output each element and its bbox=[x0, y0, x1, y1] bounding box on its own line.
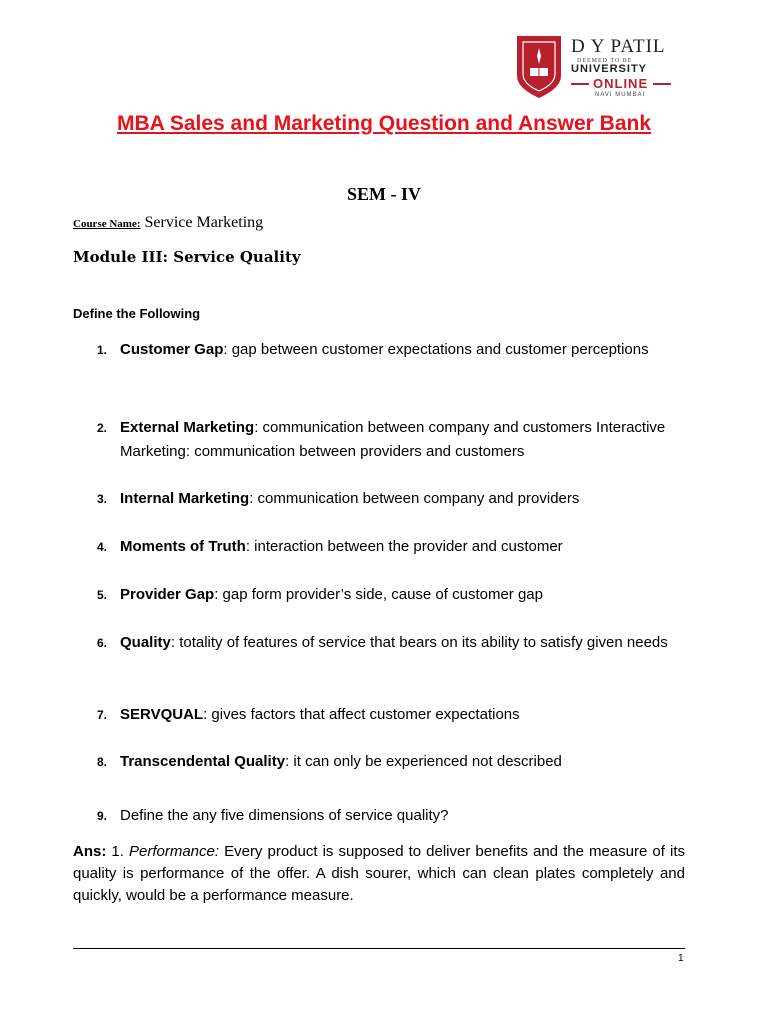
course-name bbox=[73, 214, 263, 232]
document-title: MBA Sales and Marketing Question and Answer Bank bbox=[116, 112, 652, 135]
item-term: Provider Gap bbox=[120, 586, 215, 603]
shield-icon bbox=[517, 36, 561, 98]
answer-paragraph bbox=[73, 841, 685, 907]
item-term: Moments of Truth bbox=[120, 538, 246, 555]
item-definition: : interaction between the provider and customer bbox=[245, 538, 563, 555]
item-number: 2. bbox=[97, 421, 108, 435]
item-term: SERVQUAL bbox=[120, 706, 204, 723]
item-term: Customer Gap bbox=[120, 341, 224, 358]
section-heading: Define the Following bbox=[73, 306, 201, 321]
university-logo bbox=[517, 36, 673, 100]
item-definition: : totality of features of service that bears on its ability to satisfy given needs bbox=[170, 634, 668, 651]
item-number: 6. bbox=[97, 636, 108, 650]
item-definition: : gap between customer expectations and customer perceptions bbox=[223, 341, 649, 358]
item-definition: : gives factors that affect customer expectations bbox=[203, 706, 520, 723]
item-number: 8. bbox=[97, 755, 108, 769]
semester-heading: SEM - IV bbox=[346, 184, 421, 204]
item-term: Transcendental Quality bbox=[120, 753, 286, 770]
course-name-label: Course Name: bbox=[73, 218, 141, 230]
item-definition: : it can only be experienced not described bbox=[285, 753, 562, 770]
page-number: 1 bbox=[678, 953, 684, 964]
item-definition: : communication between company and customers Interactive Marketing: communication between providers and customers bbox=[120, 419, 666, 460]
logo-text-online: ONLINE bbox=[593, 76, 649, 91]
logo-text-dypatil: D Y PATIL bbox=[571, 36, 666, 57]
item-number: 1. bbox=[97, 343, 108, 357]
item-term: Quality bbox=[120, 634, 171, 651]
item-definition: : gap form provider’s side, cause of customer gap bbox=[214, 586, 543, 603]
logo-divider-right bbox=[653, 83, 671, 85]
item-number: 9. bbox=[97, 809, 108, 823]
item-number: 4. bbox=[97, 540, 108, 554]
answer-text: Every product is supposed to deliver benefits and the measure of its quality is performance of the offer. A dish sourer, which can clean plates completely and quickly, would be a performance measure. bbox=[73, 843, 685, 904]
item-definition: : communication between company and providers bbox=[249, 490, 580, 507]
answer-number: 1. bbox=[111, 843, 124, 860]
item-question: Define the any five dimensions of service quality? bbox=[120, 807, 449, 824]
item-number: 7. bbox=[97, 708, 108, 722]
logo-text-navi-mumbai: NAVI MUMBAI bbox=[595, 92, 646, 98]
item-number: 3. bbox=[97, 492, 108, 506]
logo-text-university: UNIVERSITY bbox=[571, 63, 648, 75]
item-term: External Marketing bbox=[120, 419, 255, 436]
item-number: 5. bbox=[97, 588, 108, 602]
module-heading: Module III: Service Quality bbox=[73, 248, 301, 266]
answer-label: Ans: bbox=[73, 843, 107, 860]
logo-divider-left bbox=[571, 83, 589, 85]
answer-term: Performance: bbox=[128, 843, 220, 860]
logo-text-deemed: DEEMED TO BE bbox=[577, 58, 633, 64]
course-name-value: Service Marketing bbox=[144, 214, 264, 231]
footer-divider bbox=[73, 948, 685, 949]
item-term: Internal Marketing bbox=[120, 490, 250, 507]
